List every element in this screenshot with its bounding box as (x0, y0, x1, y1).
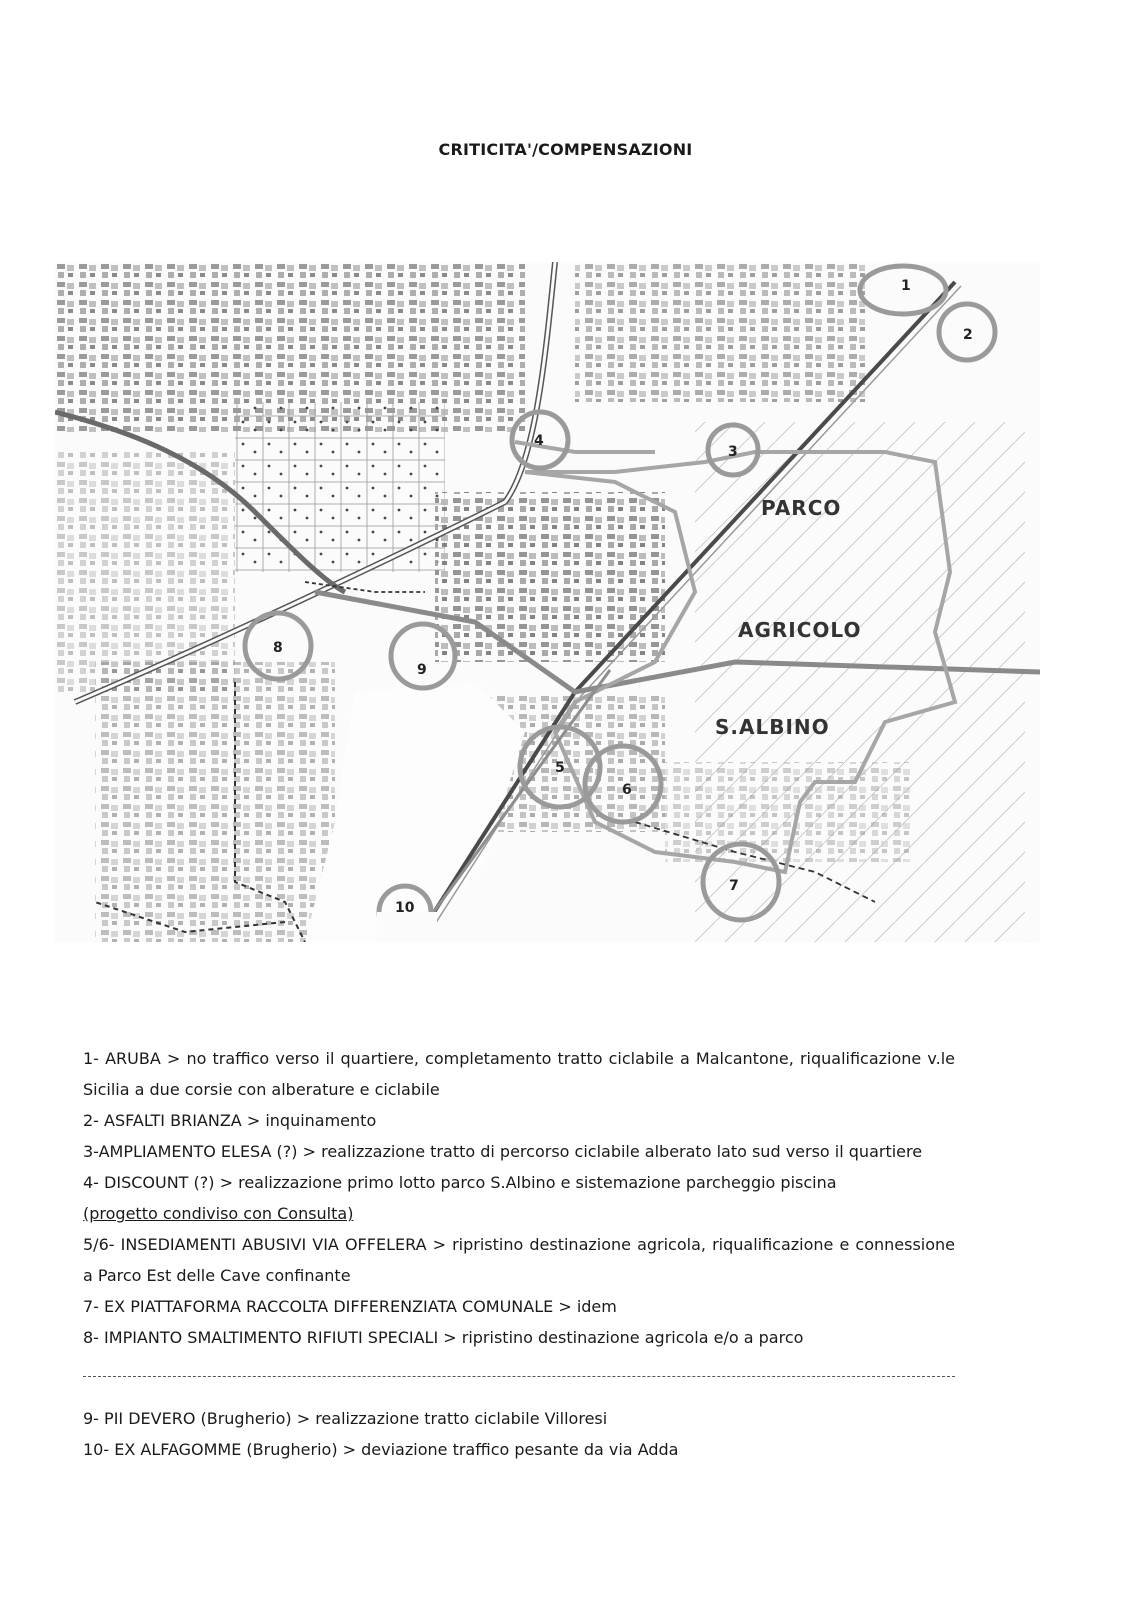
page-title: CRITICITA'/COMPENSAZIONI (438, 140, 693, 159)
legend-item-2: 2- ASFALTI BRIANZA > inquinamento (83, 1111, 377, 1130)
legend-item-5-6: 5/6- INSEDIAMENTI ABUSIVI VIA OFFELERA > ripristino destinazione agricola, riqualificazione e connessione a Parco Est delle Cave confinante (83, 1235, 955, 1285)
zone-label-parco: PARCO (761, 496, 842, 520)
marker-7-number: 7 (729, 878, 739, 894)
legend-list (83, 1043, 955, 1353)
legend-item-1: 1- ARUBA > no traffico verso il quartiere, completamento tratto ciclabile a Malcantone, riqualificazione v.le Sicilia a due corsie con alberature e ciclabile (83, 1049, 955, 1099)
area-map (55, 262, 1040, 942)
zone-label-salbino: S.ALBINO (715, 715, 830, 739)
zone-label-agricolo: AGRICOLO (738, 618, 862, 642)
legend-item-4 (83, 1167, 955, 1229)
marker-3-number: 3 (728, 444, 738, 460)
dashed-separator (83, 1376, 955, 1377)
marker-2-number: 2 (963, 327, 973, 343)
marker-5-number: 5 (555, 760, 565, 776)
legend-item-10: 10- EX ALFAGOMME (Brugherio) > deviazione traffico pesante da via Adda (83, 1440, 679, 1459)
legend-item-7: 7- EX PIATTAFORMA RACCOLTA DIFFERENZIATA COMUNALE > idem (83, 1297, 617, 1316)
legend-item-3: 3-AMPLIAMENTO ELESA (?) > realizzazione tratto di percorso ciclabile alberato lato sud verso il quartiere (83, 1142, 923, 1161)
marker-9-number: 9 (417, 662, 427, 678)
marker-1-number: 1 (901, 278, 911, 294)
marker-6-number: 6 (622, 782, 632, 798)
marker-10-number: 10 (395, 900, 415, 916)
legend-item-4-text: 4- DISCOUNT (?) > realizzazione primo lotto parco S.Albino e sistemazione parcheggio piscina (83, 1173, 837, 1192)
legend-item-4-note: (progetto condiviso con Consulta) (83, 1204, 354, 1223)
legend-list-brugherio (83, 1403, 955, 1465)
legend-item-8: 8- IMPIANTO SMALTIMENTO RIFIUTI SPECIALI > ripristino destinazione agricola e/o a parco (83, 1328, 804, 1347)
legend-item-9: 9- PII DEVERO (Brugherio) > realizzazione tratto ciclabile Villoresi (83, 1409, 608, 1428)
marker-8-number: 8 (273, 640, 283, 656)
marker-4-number: 4 (534, 433, 544, 449)
